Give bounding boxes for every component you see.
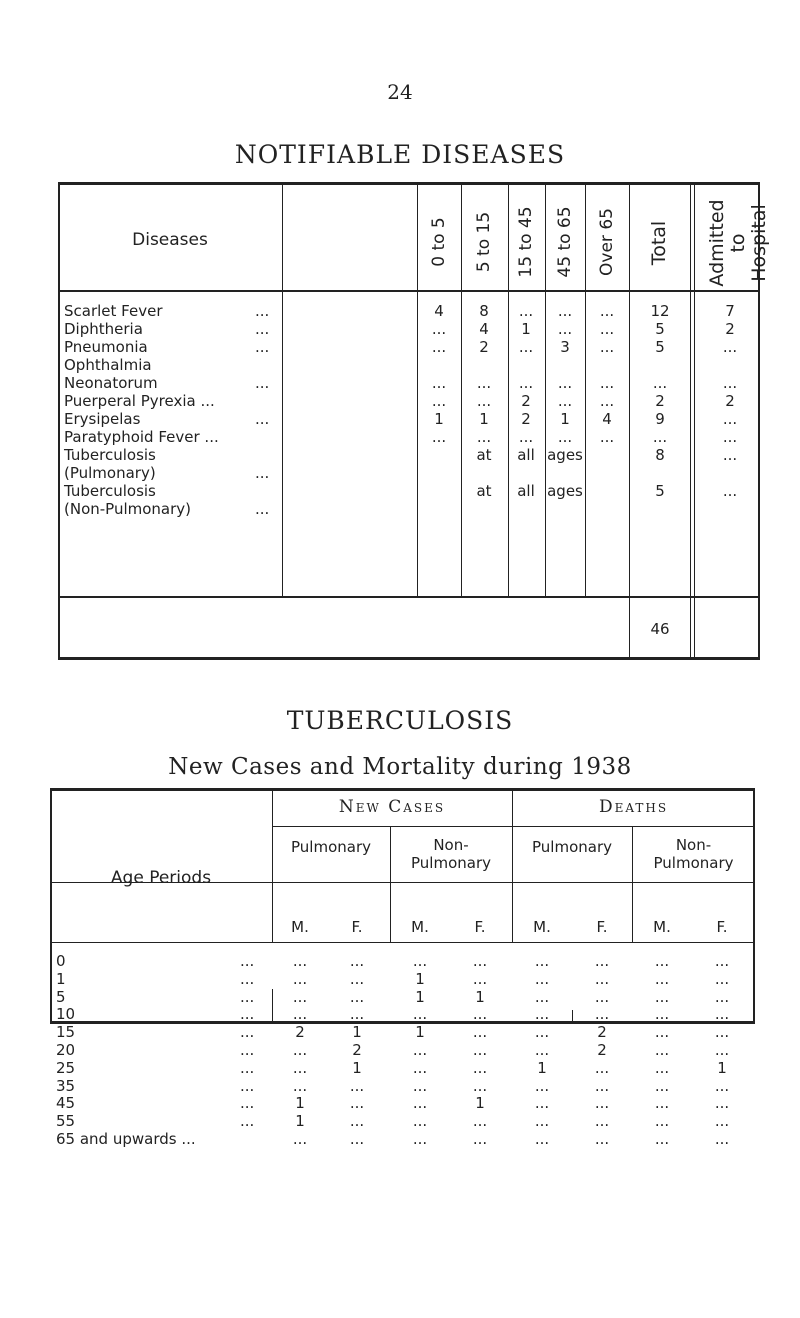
total-value: 5 — [655, 482, 665, 500]
column-divider — [572, 1010, 573, 1024]
table-right-border — [753, 788, 755, 1024]
cell-value: ... — [594, 1130, 610, 1148]
cell-value: 1 — [415, 987, 425, 1006]
grand-total-value: 46 — [650, 620, 670, 638]
group-separator — [272, 826, 755, 827]
age-period-label: 10 — [56, 1005, 76, 1024]
cell-value: 2 — [479, 338, 489, 356]
span-value: all — [517, 446, 535, 464]
cell-value: ... — [654, 969, 670, 988]
cell-value: ... — [292, 952, 308, 970]
cell-value: ... — [292, 1058, 308, 1077]
tuberculosis-title: TUBERCULOSIS — [286, 706, 514, 735]
cell-value: 2 — [597, 1041, 607, 1059]
cell-value: ... — [594, 1112, 610, 1131]
disease-name: (Pulmonary) — [64, 464, 156, 482]
cell-value: ... — [714, 1076, 730, 1095]
cell-value: ... — [594, 1094, 610, 1113]
disease-name: Puerperal Pyrexia ... — [64, 392, 215, 410]
cell-value: ... — [714, 1005, 730, 1024]
page-number: 24 — [387, 80, 413, 104]
deaths-header: Deaths — [598, 797, 669, 817]
cell-value: ... — [714, 1130, 730, 1148]
leader-dots: ... — [240, 1005, 255, 1024]
cell-value: ... — [292, 1076, 308, 1095]
leader-dots: ... — [255, 374, 270, 392]
column-divider — [629, 182, 630, 660]
cell-value: ... — [472, 1058, 488, 1077]
age-column-header: Over 65 — [597, 208, 617, 276]
cell-value: ... — [476, 374, 492, 392]
cell-value: ... — [654, 1130, 670, 1148]
leader-dots: ... — [240, 987, 255, 1006]
cell-value: ... — [557, 302, 573, 320]
age-column-header: 15 to 45 — [516, 206, 536, 278]
admitted-value: ... — [722, 338, 738, 356]
span-value: all — [517, 482, 535, 500]
sex-column-header: F. — [351, 918, 363, 936]
cell-value: ... — [534, 1005, 550, 1024]
cell-value: ... — [654, 987, 670, 1006]
cell-value: ... — [292, 969, 308, 988]
admitted-column-header: Hospital — [748, 204, 770, 282]
cell-value: ... — [292, 1041, 308, 1059]
cell-value: ... — [472, 1112, 488, 1131]
span-value: ages — [547, 482, 583, 500]
age-period-label: 1 — [56, 969, 66, 988]
total-value: 5 — [655, 320, 665, 338]
cell-value: 2 — [521, 392, 531, 410]
cell-value: ... — [654, 1023, 670, 1042]
admitted-value: ... — [722, 482, 738, 500]
disease-name: Pneumonia — [64, 338, 148, 356]
cell-value: ... — [518, 374, 534, 392]
age-period-label: 15 — [56, 1023, 76, 1042]
non-pulmonary-header: Non- — [433, 836, 469, 854]
cell-value: 1 — [352, 1058, 362, 1077]
cell-value: 1 — [352, 1023, 362, 1042]
cell-value: ... — [431, 428, 447, 446]
cell-value: ... — [534, 1130, 550, 1148]
age-period-label: 0 — [56, 952, 66, 970]
notifiable-title: NOTIFIABLE DISEASES — [234, 140, 566, 169]
cell-value: 1 — [415, 969, 425, 988]
cell-value: 1 — [434, 410, 444, 428]
cell-value: 2 — [521, 410, 531, 428]
admitted-value: 7 — [725, 302, 735, 320]
cell-value: ... — [534, 1076, 550, 1095]
table-top-border — [58, 182, 760, 185]
admitted-value: 2 — [725, 392, 735, 410]
cell-value: ... — [654, 1058, 670, 1077]
leader-dots: ... — [240, 1041, 255, 1059]
span-value: at — [476, 482, 492, 500]
disease-name: Neonatorum — [64, 374, 158, 392]
age-period-label: 45 — [56, 1094, 76, 1113]
cell-value: ... — [714, 1041, 730, 1059]
table-left-border — [58, 182, 60, 660]
leader-dots: ... — [255, 410, 270, 428]
age-period-label: 35 — [56, 1076, 76, 1095]
cell-value: ... — [472, 1023, 488, 1042]
admitted-value: ... — [722, 428, 738, 446]
total-value: ... — [652, 374, 668, 392]
cell-value: ... — [557, 374, 573, 392]
cell-value: 1 — [295, 1112, 305, 1131]
cell-value: ... — [714, 1023, 730, 1042]
pulmonary-header: Pulmonary — [532, 838, 612, 856]
cell-value: ... — [472, 1005, 488, 1024]
total-value: 2 — [655, 392, 665, 410]
admitted-value: ... — [722, 446, 738, 464]
cell-value: ... — [412, 1005, 428, 1024]
disease-name: Tuberculosis — [64, 446, 156, 464]
totals-separator — [50, 942, 755, 943]
leader-dots: ... — [255, 500, 270, 518]
disease-name: Scarlet Fever — [64, 302, 163, 320]
cell-value: ... — [349, 1112, 365, 1131]
age-column-header: 45 to 65 — [555, 206, 575, 278]
sex-column-header: M. — [291, 918, 309, 936]
cell-value: ... — [599, 392, 615, 410]
age-periods-header: Age Periods — [110, 868, 212, 888]
total-column-header: Total — [648, 220, 670, 266]
cell-value: ... — [534, 1023, 550, 1042]
cell-value: ... — [714, 1112, 730, 1131]
cell-value: ... — [654, 1041, 670, 1059]
cell-value: ... — [534, 1112, 550, 1131]
cell-value: ... — [654, 1094, 670, 1113]
cell-value: ... — [472, 1076, 488, 1095]
leader-dots: ... — [240, 969, 255, 988]
non-pulmonary-header: Pulmonary — [411, 854, 491, 872]
cell-value: 2 — [352, 1041, 362, 1059]
total-value: 9 — [655, 410, 665, 428]
total-value: 5 — [655, 338, 665, 356]
pulmonary-header: Pulmonary — [291, 838, 371, 856]
cell-value: ... — [599, 374, 615, 392]
cell-value: ... — [412, 1041, 428, 1059]
leader-dots: ... — [240, 1023, 255, 1042]
cell-value: 1 — [521, 320, 531, 338]
total-separator — [58, 596, 760, 598]
cell-value: ... — [292, 1005, 308, 1024]
cell-value: 4 — [479, 320, 489, 338]
cell-value: ... — [349, 1076, 365, 1095]
cell-value: ... — [349, 1005, 365, 1024]
cell-value: ... — [431, 320, 447, 338]
column-divider — [694, 182, 695, 660]
cell-value: ... — [594, 952, 610, 970]
leader-dots: ... — [255, 320, 270, 338]
age-period-label: 5 — [56, 987, 66, 1006]
cell-value: 2 — [597, 1023, 607, 1042]
cell-value: ... — [472, 952, 488, 970]
age-column-header: 5 to 15 — [474, 211, 494, 273]
age-period-label: 65 and upwards ... — [56, 1130, 196, 1148]
admitted-column-header: Admitted — [706, 199, 728, 287]
age-period-label: 55 — [56, 1112, 76, 1131]
new-cases-header: New Cases — [338, 797, 446, 817]
diseases-column-header: Diseases — [132, 230, 208, 250]
column-divider — [272, 989, 273, 1024]
cell-value: ... — [349, 952, 365, 970]
cell-value: ... — [518, 338, 534, 356]
leader-dots: ... — [240, 1076, 255, 1095]
cell-value: ... — [534, 1094, 550, 1113]
cell-value: ... — [654, 1076, 670, 1095]
table-left-border — [50, 788, 52, 1024]
column-divider — [282, 182, 283, 596]
leader-dots: ... — [240, 1058, 255, 1077]
cell-value: ... — [412, 952, 428, 970]
admitted-value: ... — [722, 374, 738, 392]
cell-value: ... — [349, 1130, 365, 1148]
disease-name: Paratyphoid Fever ... — [64, 428, 219, 446]
column-divider — [690, 182, 691, 660]
cell-value: ... — [714, 987, 730, 1006]
cell-value: 1 — [717, 1058, 727, 1077]
cell-value: ... — [292, 987, 308, 1006]
cell-value: ... — [599, 338, 615, 356]
cell-value: ... — [349, 969, 365, 988]
cell-value: ... — [534, 987, 550, 1006]
leader-dots: ... — [240, 1112, 255, 1131]
leader-dots: ... — [255, 464, 270, 482]
cell-value: ... — [412, 1058, 428, 1077]
cell-value: ... — [594, 969, 610, 988]
cell-value: ... — [431, 392, 447, 410]
disease-name: Diphtheria — [64, 320, 143, 338]
cell-value: ... — [654, 1112, 670, 1131]
cell-value: 1 — [537, 1058, 547, 1077]
cell-value: ... — [534, 1041, 550, 1059]
cell-value: ... — [518, 302, 534, 320]
cell-value: ... — [557, 428, 573, 446]
span-value: ages — [547, 446, 583, 464]
disease-name: Erysipelas — [64, 410, 141, 428]
cell-value: ... — [412, 1094, 428, 1113]
cell-value: ... — [472, 1041, 488, 1059]
cell-value: ... — [557, 392, 573, 410]
cell-value: ... — [599, 320, 615, 338]
sex-column-header: M. — [411, 918, 429, 936]
cell-value: ... — [476, 428, 492, 446]
table-bottom-border — [58, 657, 760, 660]
cell-value: ... — [534, 952, 550, 970]
cell-value: ... — [714, 1094, 730, 1113]
disease-name: (Non-Pulmonary) — [64, 500, 192, 518]
non-pulmonary-header: Pulmonary — [653, 854, 734, 872]
cell-value: ... — [594, 1058, 610, 1077]
cell-value: ... — [599, 302, 615, 320]
sex-column-header: F. — [474, 918, 486, 936]
cell-value: 1 — [479, 410, 489, 428]
disease-name: Tuberculosis — [64, 482, 156, 500]
cell-value: ... — [476, 392, 492, 410]
total-value: ... — [652, 428, 668, 446]
span-value: at — [476, 446, 492, 464]
leader-dots: ... — [240, 952, 255, 970]
cell-value: 1 — [560, 410, 570, 428]
admitted-value: 2 — [725, 320, 735, 338]
age-column-header: 0 to 5 — [429, 217, 449, 267]
cell-value: ... — [594, 1076, 610, 1095]
cell-value: ... — [472, 969, 488, 988]
cell-value: ... — [518, 428, 534, 446]
cell-value: 1 — [475, 987, 485, 1006]
cell-value: ... — [431, 374, 447, 392]
cell-value: ... — [594, 1005, 610, 1024]
cell-value: 2 — [295, 1023, 305, 1042]
cell-value: ... — [292, 1130, 308, 1148]
cell-value: 1 — [295, 1094, 305, 1113]
cell-value: 4 — [602, 410, 612, 428]
cell-value: 4 — [434, 302, 444, 320]
cell-value: ... — [714, 952, 730, 970]
cell-value: ... — [412, 1112, 428, 1131]
cell-value: 1 — [475, 1094, 485, 1113]
cell-value: ... — [431, 338, 447, 356]
non-pulmonary-header: Non- — [675, 836, 712, 854]
leader-dots: ... — [255, 338, 270, 356]
cell-value: ... — [557, 320, 573, 338]
cell-value: 1 — [415, 1023, 425, 1042]
sex-column-header: F. — [716, 918, 728, 936]
cell-value: ... — [654, 1005, 670, 1024]
sex-column-header: M. — [533, 918, 551, 936]
admitted-value: ... — [722, 410, 738, 428]
age-period-label: 25 — [56, 1058, 76, 1077]
disease-name: Ophthalmia — [64, 356, 152, 374]
admitted-column-header: to — [727, 233, 749, 253]
leader-dots: ... — [240, 1094, 255, 1113]
cell-value: ... — [349, 1094, 365, 1113]
sex-column-header: F. — [596, 918, 608, 936]
cell-value: ... — [534, 969, 550, 988]
cell-value: ... — [714, 969, 730, 988]
cell-value: ... — [654, 952, 670, 970]
cell-value: 3 — [560, 338, 570, 356]
cell-value: ... — [412, 1076, 428, 1095]
cell-value: ... — [412, 1130, 428, 1148]
cell-value: ... — [472, 1130, 488, 1148]
table-top-border — [50, 788, 755, 791]
total-value: 12 — [650, 302, 670, 320]
sex-column-header: M. — [653, 918, 671, 936]
leader-dots: ... — [255, 302, 270, 320]
cell-value: ... — [599, 428, 615, 446]
age-period-label: 20 — [56, 1041, 76, 1059]
tuberculosis-subtitle: New Cases and Mortality during 1938 — [168, 754, 632, 780]
cell-value: ... — [594, 987, 610, 1006]
cell-value: ... — [349, 987, 365, 1006]
total-value: 8 — [655, 446, 665, 464]
cell-value: 8 — [479, 302, 489, 320]
